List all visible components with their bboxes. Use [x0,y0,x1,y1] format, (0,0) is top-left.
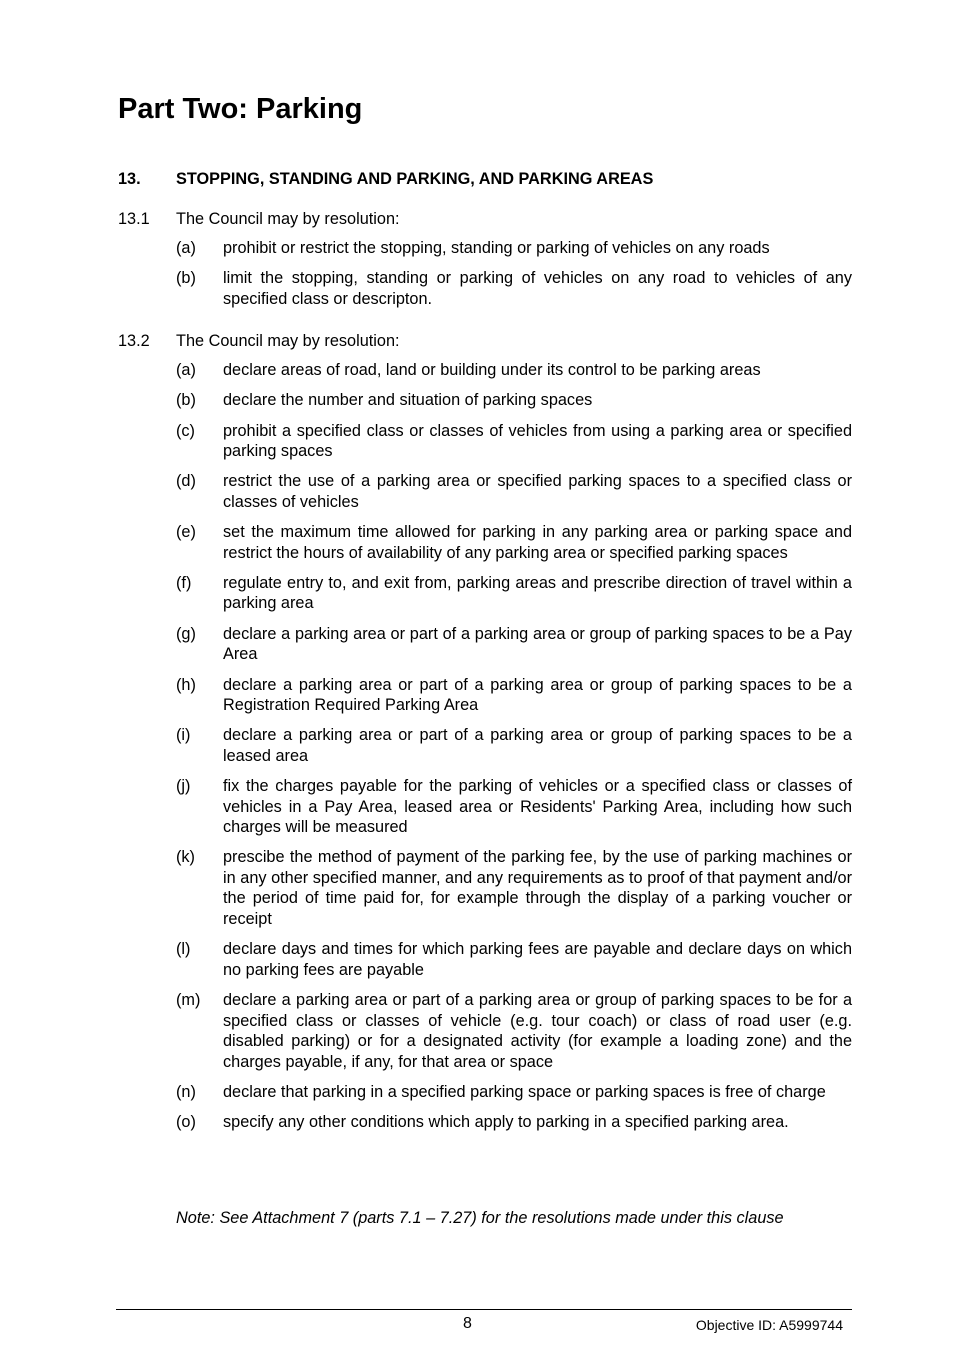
page-title: Part Two: Parking [118,93,363,125]
list-item [176,675,852,716]
list-item [176,1082,852,1103]
list-item [176,939,852,980]
item-text: prescibe the method of payment of the parking fee, by the use of parking machines or in any other specified manner, and any requirements as to proof of that payment and/or the period of time paid for, for example through the display of a parking voucher or receipt [223,848,852,928]
list-item [176,847,852,929]
item-label: (c) [176,421,195,440]
clause-intro: The Council may by resolution: [176,332,400,350]
item-text: declare areas of road, land or building under its control to be parking areas [223,361,761,379]
item-label: (g) [176,624,196,643]
list-item [176,522,852,563]
list-item [176,471,852,512]
list-item [176,990,852,1072]
list-item [176,725,852,766]
list-item [176,268,852,309]
item-text: declare a parking area or part of a parking area or group of parking spaces to be a leased area [223,726,852,765]
item-label: (a) [176,361,196,379]
footer-divider [116,1309,852,1310]
item-text: declare a parking area or part of a parking area or group of parking spaces to be a Registration Required Parking Area [223,675,852,715]
item-label: (m) [176,991,201,1010]
item-label: (i) [176,726,191,745]
item-text: declare the number and situation of parking spaces [223,391,593,410]
list-item [176,776,852,838]
item-text: declare a parking area or part of a parking area or group of parking spaces to be for a specified class or classes of vehicle (e.g. tour coach) or class of road user (e.g. disabled parking) or for a designated activity (for example a loading zone) and the charges payable, if any, for that area or space [223,991,852,1071]
clause-13-2-items [176,360,852,1142]
item-text: declare days and times for which parking fees are payable and declare days on which no parking fees are payable [223,940,852,979]
item-text: prohibit or restrict the stopping, standing or parking of vehicles on any roads [223,239,770,257]
list-item [176,624,852,665]
item-text: declare that parking in a specified parking space or parking spaces is free of charge [223,1082,826,1101]
item-text: limit the stopping, standing or parking of vehicles on any road to vehicles of any specified class or descripton. [223,269,852,308]
list-item [176,421,852,462]
list-item [176,1112,852,1133]
item-label: (e) [176,523,196,542]
note: Note: See Attachment 7 (parts 7.1 – 7.27) for the resolutions made under this clause [176,1209,784,1227]
clause-number: 13.1 [118,210,150,228]
list-item [176,238,852,259]
objective-id: Objective ID: A5999744 [695,1317,843,1333]
item-text: prohibit a specified class or classes of vehicles from using a parking area or specified parking spaces [223,421,852,461]
item-text: restrict the use of a parking area or specified parking spaces to a specified class or classes of vehicles [223,472,852,511]
item-label: (n) [176,1082,196,1101]
item-label: (b) [176,391,196,410]
clause-13-1-items [176,238,852,319]
list-item [176,390,852,411]
item-text: regulate entry to, and exit from, parking areas and prescribe direction of travel within a parking area [223,573,852,613]
clause-number: 13.2 [118,332,150,350]
item-label: (b) [176,269,196,288]
item-text: set the maximum time allowed for parking in any parking area or parking space and restrict the hours of availability of any parking area or specified parking spaces [223,523,852,562]
item-label: (f) [176,573,192,592]
item-text: specify any other conditions which apply to parking in a specified parking area. [223,1113,789,1132]
section-number: 13. [118,170,141,188]
item-label: (d) [176,472,196,491]
item-label: (l) [176,940,191,959]
item-label: (o) [176,1113,196,1132]
item-label: (h) [176,675,196,694]
page-number: 8 [463,1315,472,1332]
list-item [176,360,852,381]
item-text: fix the charges payable for the parking of vehicles or a specified class or classes of vehicles in a Pay Area, leased area or Residents' Parking Area, including how such charges will be measured [223,777,852,837]
section-title: STOPPING, STANDING AND PARKING, AND PARKING AREAS [176,170,654,188]
item-label: (a) [176,239,196,257]
item-label: (k) [176,848,195,867]
item-text: declare a parking area or part of a parking area or group of parking spaces to be a Pay Area [223,624,852,664]
clause-intro: The Council may by resolution: [176,210,400,228]
item-label: (j) [176,777,191,796]
list-item [176,573,852,614]
